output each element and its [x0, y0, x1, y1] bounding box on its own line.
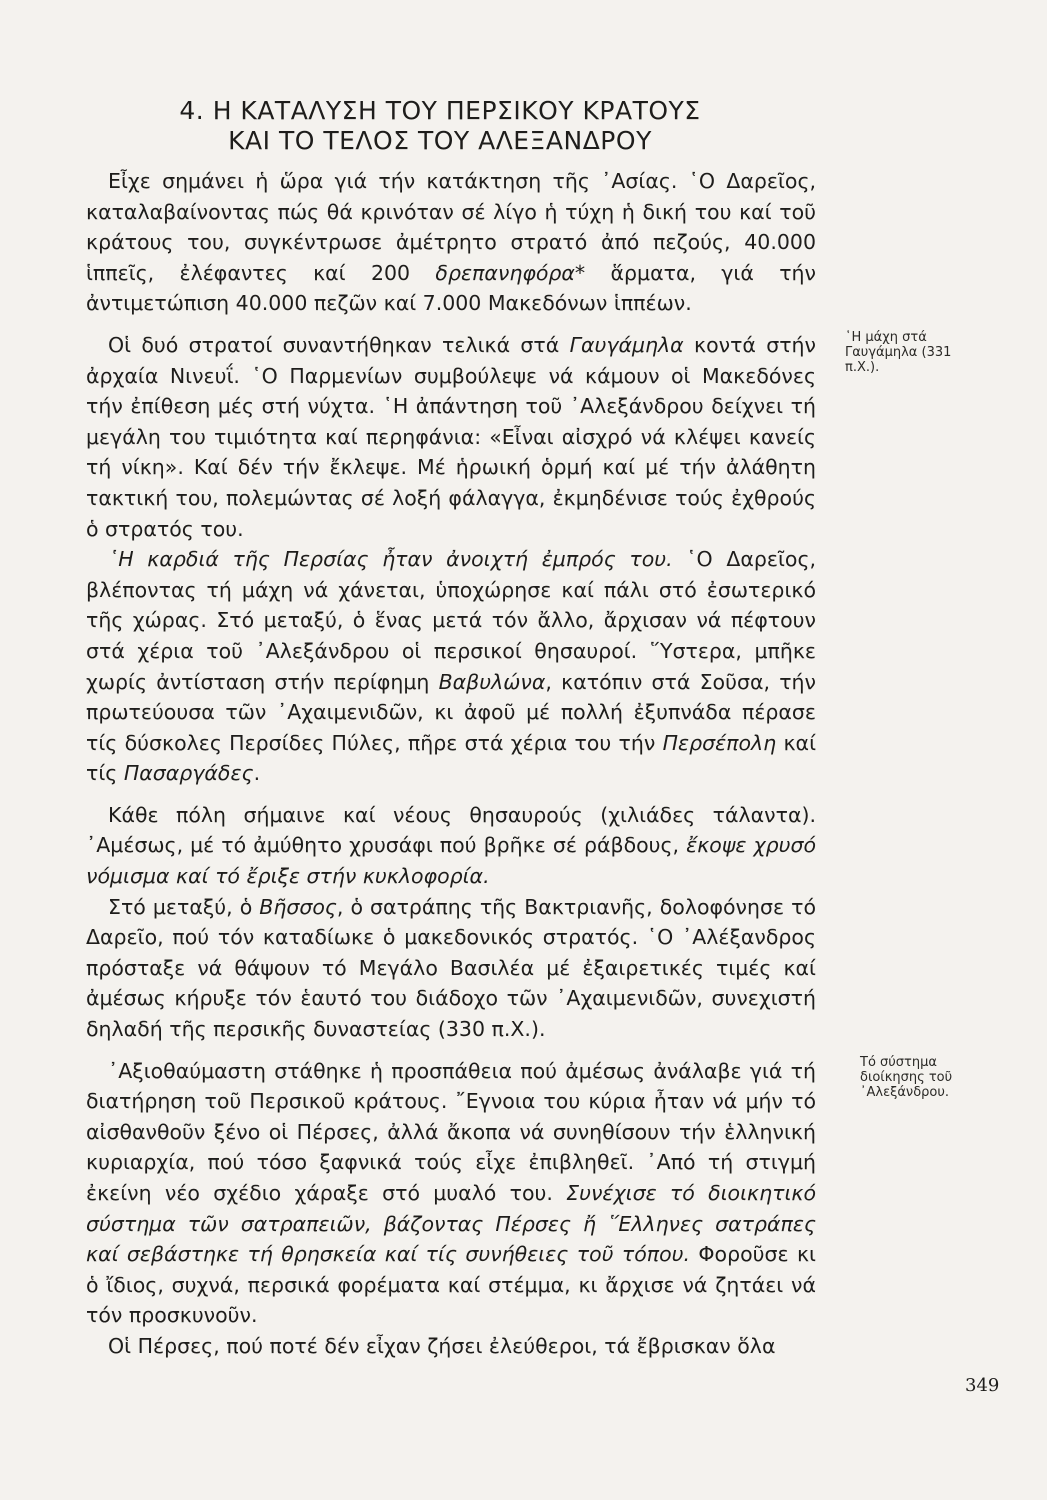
paragraph-2-end: κοντά στήν ἀρχαία Νινευΐ. ῾Ο Παρμενίων συμβούλεψε νά κάμουν οἱ Μακεδόνες τήν ἐπίθεση μές στή νύχτα. ῾Η ἀπάντηση τοῦ ᾿Αλεξάνδρου δείχνει τή μεγάλη του τιμιότητα καί περηφάνια: «Εἶναι αἰσχρό νά κλέψει κανείς τή νίκη». Καί δέν τήν ἔκλεψε. Μέ ἡρωική ὁρμή καί μέ τήν ἀλάθητη τακτική του, πολεμώντας σέ λοξή φάλαγγα, ἐκμηδένισε τούς ἐχθρούς ὁ στρατός του.	[86, 332, 816, 541]
paragraph-3-mid-3: καί τίς	[86, 730, 816, 786]
paragraph-1	[86, 166, 816, 319]
paragraph-5-italic: Βῆσσος	[259, 894, 337, 919]
paragraph-6-end: Φοροῦσε κι ὁ ἴδιος, συχνά, περσικά φορέματα καί στέμμα, κι ἄρχισε νά ζητάει νά τόν προσκυνοῦν.	[86, 1242, 816, 1328]
paragraph-1-end: ἅρματα, γιά τήν ἀντιμετώπιση 40.000 πεζῶν καί 7.000 Μακεδόνων ἱππέων.	[86, 260, 816, 316]
paragraph-3-italic-4: Πασαργάδες	[123, 761, 254, 786]
paragraph-3-italic-3: Περσέπολη	[662, 730, 777, 755]
chapter-title-line-2: ΚΑΙ ΤΟ ΤΕΛΟΣ ΤΟΥ ΑΛΕΞΑΝΔΡΟΥ	[228, 126, 652, 155]
paragraph-3-mid: ῾Ο Δαρεῖος, βλέποντας τή μάχη νά χάνεται, ὑποχώρησε καί πάλι στό ἐσωτερικό τῆς χώρας. Στό μεταξύ, ὁ ἕνας μετά τόν ἄλλο, ἄρχισαν νά πέφτουν στά χέρια τοῦ ᾿Αλεξάνδρου οἱ περσικοί θησαυροί. ῞Υστερα, μπῆκε χωρίς ἀντίσταση στήν περίφημη	[86, 547, 816, 694]
paragraph-5-start: Στό μεταξύ, ὁ	[108, 894, 260, 919]
paragraph-5	[86, 892, 816, 1045]
page-number: 349	[965, 1375, 1000, 1396]
paragraph-1-text: Εἶχε σημάνει ἡ ὥρα γιά τήν κατάκτηση τῆς ᾿Ασίας. ῾Ο Δαρεῖος, καταλαβαίνοντας πώς θά κρινόταν σέ λίγο ἡ τύχη ἡ δική του καί τοῦ κράτους του, συγκέντρωσε ἀμέτρητο στρατό ἀπό πεζούς, 40.000 ἱππεῖς, ἐλέφαντες καί 200	[86, 169, 816, 285]
paragraph-6-start: ᾿Αξιοθαύμαστη στάθηκε ἡ προσπάθεια πού ἀμέσως ἀνάλαβε γιά τή διατήρηση τοῦ Περσικοῦ κράτους. ῎Εγνοια του κύρια ἦταν νά μήν τό αἰσθανθοῦν ξένο οἱ Πέρσες, ἀλλά ἄκοπα νά συνηθίσουν τήν ἑλληνική κυριαρχία, πού τόσο ξαφνικά τούς εἶχε ἐπιβληθεῖ. ᾿Από τή στιγμή ἐκείνη νέο σχέδιο χάραξε στό μυαλό του.	[86, 1058, 816, 1205]
sidenote-administration: Τό σύστημα διοίκησης τοῦ ᾿Αλεξάνδρου.	[860, 1055, 953, 1100]
paragraph-3-end: .	[253, 761, 261, 786]
paragraph-3-italic-2: Βαβυλώνα	[438, 669, 546, 694]
chapter-title-line-1: 4. Η ΚΑΤΑΛΥΣΗ ΤΟΥ ΠΕΡΣΙΚΟΥ ΚΡΑΤΟΥΣ	[179, 96, 701, 125]
paragraph-2	[86, 330, 816, 544]
paragraph-3	[86, 544, 816, 789]
paragraph-4	[86, 800, 816, 892]
chapter-title	[120, 96, 760, 156]
sidenote-gaugamela: ῾Η μάχη στά Γαυγάμηλα (331 π.Χ.).	[845, 330, 952, 375]
paragraph-4-italic: ἔκοψε χρυσό νόμισμα καί τό ἔριξε στήν κυκλοφορία.	[86, 833, 816, 889]
paragraph-2-italic: Γαυγάμηλα	[569, 332, 684, 357]
paragraph-7: Οἱ Πέρσες, πού ποτέ δέν εἶχαν ζήσει ἐλεύθεροι, τά ἔβρισκαν ὅλα	[108, 1333, 776, 1358]
body-text	[86, 166, 816, 1362]
paragraph-6	[86, 1056, 816, 1331]
paragraph-1-italic: δρεπανηφόρα*	[435, 260, 586, 285]
paragraph-3-italic: ῾Η καρδιά τῆς Περσίας ἦταν ἀνοιχτή ἐμπρός του.	[108, 547, 673, 572]
paragraph-3-mid-2: , κατόπιν στά Σοῦσα, τήν πρωτεύουσα τῶν ᾿Αχαιμενιδῶν, κι ἀφοῦ μέ πολλή ἐξυπνάδα πέρασε τίς δύσκολες Περσίδες Πύλες, πῆρε στά χέρια του τήν	[86, 669, 816, 755]
paragraph-5-end: , ὁ σατράπης τῆς Βακτριανῆς, δολοφόνησε τό Δαρεῖο, πού τόν καταδίωκε ὁ μακεδονικός στρατός. ῾Ο ᾿Αλέξανδρος πρόσταξε νά θάψουν τό Μεγάλο Βασιλέα μέ ἐξαιρετικές τιμές καί ἀμέσως κήρυξε τόν ἑαυτό του διάδοχο τῶν ᾿Αχαιμενιδῶν, συνεχιστή δηλαδή τῆς περσικῆς δυναστείας (330 π.Χ.).	[86, 894, 817, 1042]
paragraph-4-start: Κάθε πόλη σήμαινε καί νέους θησαυρούς (χιλιάδες τάλαντα). ᾿Αμέσως, μέ τό ἀμύθητο χρυσάφι πού βρῆκε σέ ράβδους,	[86, 802, 816, 858]
paragraph-6-italic: Συνέχισε τό διοικητικό σύστημα τῶν σατραπειῶν, βάζοντας Πέρσες ἤ ῞Ελληνες σατράπες καί σεβάστηκε τή θρησκεία καί τίς συνήθειες τοῦ τόπου.	[86, 1181, 817, 1267]
paragraph-2-start: Οἱ δυό στρατοί συναντήθηκαν τελικά στά	[108, 332, 570, 357]
